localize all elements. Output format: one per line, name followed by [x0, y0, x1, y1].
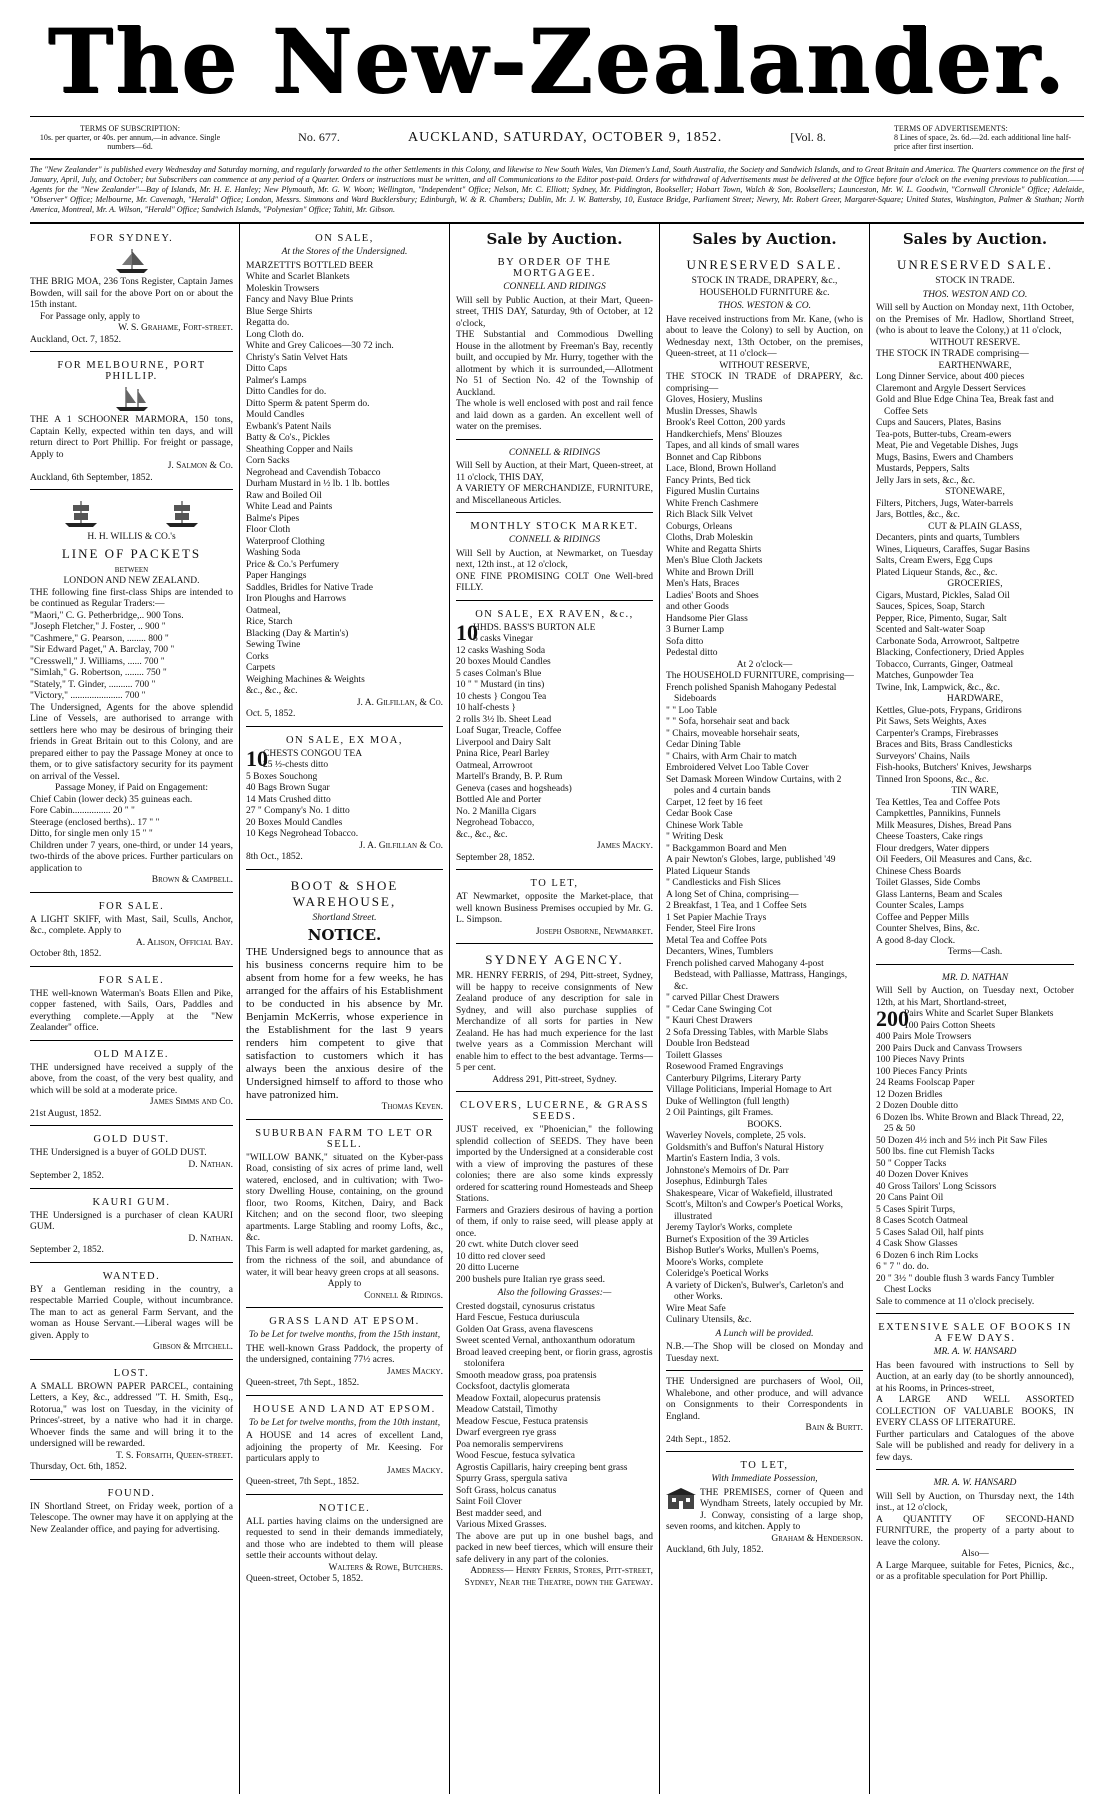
ad-boot-shoe-warehouse: BOOT & SHOE WAREHOUSE, Shortland Street. NOTICE. THE Undersigned begs to announce that as his business concerns require him to be absent from home for a few weeks, he has arranged for the affairs of his Establishment to be conducted in his absence by Mr. Benjamin McKerris, whose experience in the Establishment for the last 9 years renders him competent to give that satisfaction to customers which it has always been the anxious desire of the Undersigned himself to afford to those who have patronized him. Thomas Keven.: [246, 873, 443, 1120]
column-2: [240, 224, 450, 1794]
earthenware-list: Long Dinner Service, about 400 pieces Claremont and Argyle Dessert Services Gold and Blue Edge China Tea, Break fast and Coffee Sets Cups and Saucers, Plates, Basins Tea-pots, Butter-tubs, Cream-ewers Meat, Pie and Vegetable Dishes, Jugs Mugs, Basins, Ewers and Chambers Mustards, Peppers, Salts Jelly Jars in sets, &c., &c.: [876, 372, 1054, 486]
grass-list: Crested dogstail, cynosurus cristatus Hard Fescue, Festuca duriuscula Golden Oat Grass, avena flavescens Sweet scented Vernal, anthoxanthum odoratum Broad leaved creeping bent, or fiorin grass, agrostis stolonifera Smooth meadow grass, poa pratensis Cocksfoot, dactylis glomerata Meadow Foxtail, alopecurus pratensis Meadow Catstail, Timothy Meadow Fescue, Festuca pratensis Dwarf evergreen rye grass Poa nemoralis sempervirens Wood Fescue, festuca sylvatica Agrostis Capillaris, hairy creeping bent grass Spurry Grass, spergula sativa Soft Grass, holcus canatus Saint Foil Clover Best madder seed, and Various Mixed Grasses.: [456, 1301, 653, 1530]
stoneware-list: Filters, Pitchers, Jugs, Water-barrels Jars, Bottles, &c., &c.: [876, 498, 1014, 520]
ad-lost: LOST. A SMALL BROWN PAPER PARCEL, containing Letters, a Key, &c., addressed "T. H. Smith, Esq., Rotorua," was lost on Tuesday, in the vicinity of Princes'-street, by a native who had it in charge. Whoever finds the same and will bring it to the undersigned will be rewarded. T. S. Forsaith, Queen-street. Thursday, Oct. 6th, 1852.: [30, 1363, 233, 1480]
masthead: [30, 6, 1084, 116]
section-header-sales-by-auction: Sales by Auction.: [692, 230, 837, 248]
ad-unreserved-sale-stock: UNRESERVED SALE. STOCK IN TRADE. THOS. WESTON AND CO. Will sell by Auction on Monday next, 11th October, on the Premises of Mr. Hadlow, Shortland Street, (who is about to leave the Colony,) at 11 o'clock, WITHOUT RESERVE. THE STOCK IN TRADE comprising— EARTHENWARE, Long Dinner Service, about 400 pieces Claremont and Argyle Dessert Services Gold and Blue Edge China Tea, Break fast and Coffee Sets Cups and Saucers, Plates, Basins Tea-pots, Butter-tubs, Cream-ewers Meat, Pie and Vegetable Dishes, Jugs Mugs, Basins, Ewers and Chambers Mustards, Peppers, Salts Jelly Jars in sets, &c., &c. STONEWARE, Filters, Pitchers, Jugs, Water-barrels Jars, Bottles, &c., &c. CUT & PLAIN GLASS, Decanters, pints and quarts, Tumblers Wines, Liqueurs, Caraffes, Sugar Basins Salts, Cream Ewers, Egg Cups Plated Liqueur Stands, &c., &c. GROCERIES, Cigars, Mustard, Pickles, Salad Oil Sauces, Spices, Soap, Starch Pepper, Rice, Pimento, Sugar, Salt Scented and Salt-water Soap Carbonate Soda, Arrowroot, Saltpetre Blacking, Confectionery, Dried Apples Tobacco, Currants, Ginger, Oatmeal Matches, Gunpowder Tea Twine, Ink, Lampwick, &c., &c. HARDWARE, Kettles, Glue-pots, Frypans, Gridirons Pit Saws, Sets Weights, Axes Carpenter's Cramps, Firebrasses Braces and Bits, Brass Candlesticks Surveyors' Chains, Nails Fish-hooks, Butchers' Knives, Jewsharps Tinned Iron Spoons, &c., &c. TIN WARE, Tea Kettles, Tea and Coffee Pots Campkettles, Pannikins, Funnels Milk Measures, Dishes, Bread Pans Cheese Toasters, Cake rings Flour dredgers, Water dippers Oil Feeders, Oil Measures and Cans, &c. Chinese Chess Boards Toilet Glasses, Side Combs Glass Lanterns, Beam and Scales Counter Scales, Lamps Coffee and Pepper Mills Counter Shelves, Bins, &c. A good 8-day Clock. Terms—Cash.: [876, 252, 1074, 965]
tea-list: CHESTS CONGOU TEA 25 ½-chests ditto 5 Boxes Souchong 40 Bags Brown Sugar 14 Mats Crushed ditto 27 " Company's No. 1 ditto 20 Boxes Mould Candles 10 Kegs Negrohead Tobacco.: [246, 748, 363, 839]
ad-found: FOUND. IN Shortland Street, on Friday week, portion of a Telescope. The owner may have it on applying at the New Zealander office, and paying for advertising.: [30, 1487, 233, 1535]
blankets-list: Pairs White and Scarlet Super Blankets 100 Pairs Cotton Sheets 400 Pairs Mole Trowsers 200 Pairs Duck and Canvass Trowsers 100 Pieces Navy Prints 100 Pieces Fancy Prints 24 Reams Foolscap Paper 12 Dozen Bridles 2 Dozen Double ditto 6 Dozen lbs. White Brown and Black Thread, 22, 25 & 50 50 Dozen 4½ inch and 5½ inch Pit Saw Files 500 lbs. fine cut Flemish Tacks 50 " Copper Tacks 40 Dozen Dover Knives 40 Gross Tailors' Long Scissors 20 Cans Paint Oil 5 Cases Spirit Turps, 8 Cases Scotch Oatmeal 5 Cases Salad Oil, half pints 4 Cask Show Glasses 6 Dozen 6 inch Rim Locks 6 " 7 " do. do. 20 " 3½ " double flush 3 wards Fancy Tumbler Chest Locks: [876, 1009, 1064, 1295]
ad-for-melbourne: FOR MELBOURNE, PORT PHILLIP. THE A 1 SCHOONER MARMORA, 150 tons, Captain Kelly, expected within ten days, and will return direct to Port Phillip. For freight or passage, Apply to J. Salmon & Co. Auckland, 6th September, 1852.: [30, 355, 233, 490]
ad-for-sydney: FOR SYDNEY. THE BRIG MOA, 236 Tons Register, Captain James Bowden, will sail for the above Port on or about the 15th instant. For Passage only, apply to W. S. Grahame, Fort-street. Auckland, Oct. 7, 1852.: [30, 228, 233, 352]
ad-for-sale-skiff: FOR SALE. A LIGHT SKIFF, with Mast, Sail, Sculls, Anchor, &c., complete. Apply to A. Alison, Official Bay. October 8th, 1852.: [30, 896, 233, 967]
ad-kauri-gum: KAURI GUM. THE Undersigned is a purchaser of clean KAURI GUM. D. Nathan. September 2, 1852.: [30, 1192, 233, 1263]
ad-grass-land-epsom: GRASS LAND AT EPSOM. To be Let for twelve months, from the 15th instant, THE well-known Grass Paddock, the property of the undersigned, containing 77½ acres. James Macky. Queen-street, 7th Sept., 1852.: [246, 1311, 443, 1396]
ad-old-maize: OLD MAIZE. THE undersigned have received a supply of the above, from the coast, of the very best quality, and which will be sold at a moderate price. James Simms and Co. 21st August, 1852.: [30, 1044, 233, 1127]
column-5: [870, 224, 1080, 1794]
subscription-terms: TERMS OF SUBSCRIPTION: 10s. per quarter, or 40s. per annum,—in advance. Single numbers—6d.: [39, 124, 221, 151]
ad-to-let-premises: TO LET, With Immediate Possession, THE PREMISES, corner of Queen and Wyndham Streets, lately occupied by Mr. J. Conway, consisting of a large shop, seven rooms, and kitchen. Apply to Graham & Henderson. Auckland, 6th July, 1852.: [666, 1460, 863, 1555]
ad-wool-oil-purchasers: THE Undersigned are purchasers of Wool, Oil, Whalebone, and other produce, and will advance on Consignments to their Correspondents in England. Bain & Burtt. 24th Sept., 1852.: [666, 1374, 863, 1452]
ship-icon: [162, 499, 202, 529]
ad-notice-butchers: NOTICE. ALL parties having claims on the undersigned are requested to send in their demands immediately, and those who are indebted to them will please settle their accounts without delay. Walters & Rowe, Butchers. Queen-street, October 5, 1852.: [246, 1502, 443, 1584]
fare-list: Chief Cabin (lower deck) 35 guineas each. Fore Cabin................ 20 " " Steerage (enclosed berths).. 17 " " Ditto, for single men only 15 " ": [30, 794, 193, 839]
ad-suburban-farm: SUBURBAN FARM TO LET OR SELL. "WILLOW BANK," situated on the Kyber-pass Road, consisting of six acres of prime land, well watered, enclosed, and in cultivation; with Two-story Dwelling House, containing, on the ground floor, two Rooms, Kitchen, Dairy, and Back Kitchen; and on the second floor, two sleeping apartments. Large Stabling and roomy Lofts, &c., &c. This Farm is well adapted for market gardening, as, from the richness of the soil, and abundance of water, it will bear heavy green crops at all seasons. Apply to Connell & Ridings.: [246, 1123, 443, 1309]
ad-nathan-blankets: MR. D. NATHAN Will Sell by Auction, on Tuesday next, October 12th, at his Mart, Shortland-street, 200 Pairs White and Scarlet Super Blankets 100 Pairs Cotton Sheets 400 Pairs Mole Trowsers 200 Pairs Duck and Canvass Trowsers 100 Pieces Navy Prints 100 Pieces Fancy Prints 24 Reams Foolscap Paper 12 Dozen Bridles 2 Dozen Double ditto 6 Dozen lbs. White Brown and Black Thread, 22, 25 & 50 50 Dozen 4½ inch and 5½ inch Pit Saw Files 500 lbs. fine cut Flemish Tacks 50 " Copper Tacks 40 Dozen Dover Knives 40 Gross Tailors' Long Scissors 20 Cans Paint Oil 5 Cases Spirit Turps, 8 Cases Scotch Oatmeal 5 Cases Salad Oil, half pints 4 Cask Show Glasses 6 Dozen 6 inch Rim Locks 6 " 7 " do. do. 20 " 3½ " double flush 3 wards Fancy Tumbler Chest Locks Sale to commence at 11 o'clock precisely.: [876, 968, 1074, 1315]
ad-unreserved-sale-drapery: UNRESERVED SALE. STOCK IN TRADE, DRAPERY, &c., HOUSEHOLD FURNITURE &c. THOS. WESTON & CO. Have received instructions from Mr. Kane, (who is about to leave the Colony) to sell by Auction, on Wednesday next, 13th October, on the premises, Queen-street, at 11 o'clock— WITHOUT RESERVE, THE STOCK IN TRADE of DRAPERY, &c. comprising— Gloves, Hosiery, Muslins Muslin Dresses, Shawls Brook's Reel Cotton, 200 yards Handkerchiefs, Mens' Blouzes Tapes, and all kinds of small wares Bonnet and Cap Ribbons Lace, Blond, Brown Holland Fancy Prints, Bed tick Figured Muslin Curtains White French Cashmere Rich Black Silk Velvet Coburgs, Orleans Cloths, Drab Moleskin White and Regatta Shirts Men's Blue Cloth Jackets White and Brown Drill Men's Hats, Braces Ladies' Boots and Shoes and other Goods Handsome Pier Glass 3 Burner Lamp Sofa ditto Pedestal ditto At 2 o'clock— The HOUSEHOLD FURNITURE, comprising— French polished Spanish Mahogany Pedestal Sideboards " " Loo Table " " Sofa, horsehair seat and back " Chairs, moveable horsehair seats, Cedar Dining Table " Chairs, with Arm Chair to match Embroidered Velvet Loo Table Cover Set Damask Moreen Window Curtains, with 2 poles and 4 curtain bands Carpet, 12 feet by 16 feet Cedar Book Case Chinese Work Table " Writing Desk " Backgammon Board and Men A pair Newton's Globes, large, published '49 Plated Liqueur Stands " Candlesticks and Fish Slices A long Set of China, comprising— 2 Breakfast, 1 Tea, and 1 Coffee Sets 1 Set Papier Machie Trays Fender, Steel Fire Irons Metal Tea and Coffee Pots Decanters, Wines, Tumblers French polished carved Mahogany 4-post Bedstead, with Palliasse, Mattrass, Hangings, &c. " carved Pillar Chest Drawers " Cedar Cane Swinging Cot " Kauri Chest Drawers 2 Sofa Dressing Tables, with Marble Slabs Double Iron Bedstead Toilett Glasses Rosewood Framed Engravings Canterbury Pilgrims, Literary Party Village Politicians, Imperial Homage to Art Duke of Wellington (full length) 2 Oil Paintings, gilt Frames. BOOKS. Waverley Novels, complete, 25 vols. Goldsmith's and Buffon's Natural History Martin's Eastern India, 3 vols. Johnstone's Memoirs of Dr. Parr Josephus, Edinburgh Tales Shakespeare, Vicar of Wakefield, illustrated Scott's, Milton's and Cowper's Poetical Works, illustrated Jeremy Taylor's Works, complete Burnet's Exposition of the 39 Articles Bishop Butler's Works, Mullen's Poems, Moore's Works, complete Coleridge's Poetical Works A variety of Dicken's, Bulwer's, Carleton's and other Works. Wire Meat Safe Culinary Utensils, &c. A Lunch will be provided. N.B.—The Shop will be closed on Monday and Tuesday next.: [666, 252, 863, 1371]
hardware-list: Kettles, Glue-pots, Frypans, Gridirons Pit Saws, Sets Weights, Axes Carpenter's Cramps, Firebrasses Braces and Bits, Brass Candlesticks Surveyors' Chains, Nails Fish-hooks, Butchers' Knives, Jewsharps Tinned Iron Spoons, &c., &c.: [876, 705, 1032, 785]
ship-icon: [30, 247, 233, 275]
ad-monthly-stock-market: MONTHLY STOCK MARKET. CONNELL & RIDINGS Will Sell by Auction, at Newmarket, on Tuesday next, 12th inst., at 12 o'clock, ONE FINE PROMISING COLT One Well-bred FILLY.: [456, 516, 653, 601]
issue-number: No. 677.: [298, 130, 340, 144]
ships-illustration: [30, 499, 233, 529]
ad-books-sale: EXTENSIVE SALE OF BOOKS IN A FEW DAYS. MR. A. W. HANSARD Has been favoured with instructions to Sell by Auction, at an early day (to be shortly announced), at his Rooms, in Princes-street, A LARGE AND WELL ASSORTED COLLECTION OF VALUABLE BOOKS, IN EVERY CLASS OF LITERATURE. Further particulars and Catalogues of the above Sale will be published and ready for delivery in a few days.: [876, 1317, 1074, 1470]
ad-house-land-epsom: HOUSE AND LAND AT EPSOM. To be Let for twelve months, from the 10th instant, A HOUSE and 14 acres of excellent Land, adjoining the property of Mr. Keesing. For particulars apply to James Macky. Queen-street, 7th Sept., 1852.: [246, 1399, 443, 1495]
column-1: [30, 224, 240, 1794]
publication-notice: The "New Zealander" is published every Wednesday and Saturday morning, and regularly forwarded to the other Settlements in this Colony, and likewise to New South Wales, Van Diemen's Land, South Australia, the Society and Sandwich Islands, and to Great Britain and America. The Quarters commence on the first of January, April, July, and October; but Subscribers can commence at any period of a Quarter. Orders or instructions must be written, and all Communications to the Editor post-paid. Orders for withdrawal of Advertisements must be delivered at the Office before four o'clock on the evening previous to publication.——Agents for the "New Zealander"—Bay of Islands, Mr. H. E. Hanley; New Plymouth, Mr. G. W. Woon; Wellington, "Independent" Office; Nelson, Mr. C. Elliott; Sydney, Mr. Piddington, Bookseller; Hobart Town, Walch & Son, Booksellers; Launceston, Mr. W. L. Goodwin, "Cornwall Chronicle" Office; Adelaide, "Observer" Office; Melbourne, Mr. Cavenagh, "Herald" Office; London, Messrs. Simmons and Ward Bucklersbury; Edinburgh, W. & R. Chambers; Dublin, Mr. J. W. Battersby, 10, Eustace Bridge, Parliament Street; Newry, Mr. Robert Greer, Margaret-Square; United States, Washington, Palmer & Stathan; North America, Montreal, Mr. A. Wilson, "Herald" Office; Sandwich Islands, "Polynesian" Office; Tahiti, Mr. Gibson.: [30, 160, 1084, 224]
advertisement-terms: TERMS OF ADVERTISEMENTS: 8 Lines of space, 2s. 6d.—2d. each additional line half-price after first insertion.: [893, 124, 1072, 151]
ad-sydney-agency: SYDNEY AGENCY. MR. HENRY FERRIS, of 294, Pitt-street, Sydney, will be happy to receive consignments of New Zealand produce of any description for sale in Sydney, and will also purchase supplies of Merchandize of all sorts for parties in New Zealand. He has had much experience for the last twelve years as a Commission Merchant will enable him to effect to the best advantage. Terms—5 per cent. Address 291, Pitt-street, Sydney.: [456, 947, 653, 1092]
column-4: [660, 224, 870, 1794]
ad-grass-seeds: CLOVERS, LUCERNE, & GRASS SEEDS. JUST received, ex "Phoenician," the following splendid collection of SEEDS. They have been imported by the Undersigned at a considerable cost with a view of improving the pastures of these colonies; there are also some kinds expressly ordered for scattering round Homesteads and Sheep Stations. Farmers and Graziers desirous of having a portion of them, if only to raise seed, will please apply at once. 20 cwt. white Dutch clover seed 10 ditto red clover seed 20 ditto Lucerne 200 bushels pure Italian rye grass seed. Also the following Grasses:— Crested dogstail, cynosurus cristatus Hard Fescue, Festuca duriuscula Golden Oat Grass, avena flavescens Sweet scented Vernal, anthoxanthum odoratum Broad leaved creeping bent, or fiorin grass, agrostis stolonifera Smooth meadow grass, poa pratensis Cocksfoot, dactylis glomerata Meadow Foxtail, alopecurus pratensis Meadow Catstail, Timothy Meadow Fescue, Festuca pratensis Dwarf evergreen rye grass Poa nemoralis sempervirens Wood Fescue, festuca sylvatica Agrostis Capillaris, hairy creeping bent grass Spurry Grass, spergula sativa Soft Grass, holcus canatus Saint Foil Clover Best madder seed, and Various Mixed Grasses. The above are put up in one bushel bags, and packed in new beef tierces, which will ensure their safe delivery in any part of the colonies. Address— Henry Ferris, Stores, Pitt-street, Sydney, Near the Theatre, down the Gateway.: [456, 1100, 653, 1588]
tinware-list: Tea Kettles, Tea and Coffee Pots Campkettles, Pannikins, Funnels Milk Measures, Dishes, Bread Pans Cheese Toasters, Cake rings Flour dredgers, Water dippers Oil Feeders, Oil Measures and Cans, &c.: [876, 797, 1032, 865]
ad-on-sale-stores: ON SALE, At the Stores of the Undersigned. MARZETTI'S BOTTLED BEER White and Scarlet Blankets Moleskin Trowsers Fancy and Navy Blue Prints Blue Serge Shirts Regatta do. Long Cloth do. White and Grey Calicoes—30 72 inch. Christy's Satin Velvet Hats Ditto Caps Palmer's Lamps Ditto Candles for do. Ditto Sperm & patent Sperm do. Mould Candles Ewbank's Patent Nails Batty & Co's., Pickles Sheathing Copper and Nails Corn Sacks Negrohead and Cavendish Tobacco Durham Mustard in ½ lb. 1 lb. bottles Raw and Boiled Oil White Lead and Paints Balme's Pipes Floor Cloth Waterproof Clothing Washing Soda Price & Co.'s Perfumery Paper Hangings Saddles, Bridles for Native Trade Iron Ploughs and Harrows Oatmeal, Rice, Starch Blacking (Day & Martin's) Sewing Twine Corks Carpets Weighing Machines & Weights &c., &c., &c. J. A. Gilfillan, & Co. Oct. 5, 1852.: [246, 228, 443, 727]
misc-list: Chinese Chess Boards Toilet Glasses, Side Combs Glass Lanterns, Beam and Scales Counter Scales, Lamps Coffee and Pepper Mills Counter Shelves, Bins, &c.: [876, 866, 1003, 934]
ship-icon: [61, 499, 101, 529]
columns: [30, 224, 1084, 1794]
drapery-list: Gloves, Hosiery, Muslins Muslin Dresses, Shawls Brook's Reel Cotton, 200 yards Handkerchiefs, Mens' Blouzes Tapes, and all kinds of small wares Bonnet and Cap Ribbons Lace, Blond, Brown Holland Fancy Prints, Bed tick Figured Muslin Curtains White French Cashmere Rich Black Silk Velvet Coburgs, Orleans Cloths, Drab Moleskin White and Regatta Shirts Men's Blue Cloth Jackets White and Brown Drill Men's Hats, Braces Ladies' Boots and Shoes and other Goods Handsome Pier Glass 3 Burner Lamp Sofa ditto Pedestal ditto: [666, 395, 800, 658]
ad-to-let-newmarket: TO LET, AT Newmarket, opposite the Market-place, that well known Business Premises occupied by Mr. G. L. Simpson. Joseph Osborne, Newmarket.: [456, 873, 653, 944]
section-header-sales-by-auction-2: Sales by Auction.: [902, 230, 1048, 248]
ship-list: "Maori," C. G. Petherbridge,.. 900 Tons. "Joseph Fletcher," J. Foster, .. 900 " "Cashmere," G. Pearson, ........ 800 " "Sir Edward Paget," A. Barclay, 700 " "Cresswell," J. Williams, ...... 700 " "Simlah," G. Robertson, ........ 750 " "Stately," T. Ginder, .......... 700 " "Victory," ...................... 700 ": [30, 610, 184, 701]
ad-gold-dust: GOLD DUST. THE Undersigned is a buyer of GOLD DUST. D. Nathan. September 2, 1852.: [30, 1129, 233, 1189]
ad-on-sale-ex-moa: ON SALE, EX MOA, 10 CHESTS CONGOU TEA 25 ½-chests ditto 5 Boxes Souchong 40 Bags Brown Sugar 14 Mats Crushed ditto 27 " Company's No. 1 ditto 20 Boxes Mould Candles 10 Kegs Negrohead Tobacco. J. A. Gilfillan & Co. 8th Oct., 1852.: [246, 730, 443, 870]
building-icon: [666, 1488, 696, 1515]
section-header-sale-by-auction: Sale by Auction.: [486, 230, 623, 248]
issue-date: AUCKLAND, SATURDAY, OCTOBER 9, 1852.: [407, 129, 723, 145]
furniture-list: French polished Spanish Mahogany Pedestal Sideboards " " Loo Table " " Sofa, horsehair seat and back " Chairs, moveable horsehair seats, Cedar Dining Table " Chairs, with Arm Chair to match Embroidered Velvet Loo Table Cover Set Damask Moreen Window Curtains, with 2 poles and 4 curtain bands Carpet, 12 feet by 16 feet Cedar Book Case Chinese Work Table " Writing Desk " Backgammon Board and Men A pair Newton's Globes, large, published '49 Plated Liqueur Stands " Candlesticks and Fish Slices A long Set of China, comprising— 2 Breakfast, 1 Tea, and 1 Coffee Sets 1 Set Papier Machie Trays Fender, Steel Fire Irons Metal Tea and Coffee Pots Decanters, Wines, Tumblers French polished carved Mahogany 4-post Bedstead, with Palliasse, Mattrass, Hangings, &c. " carved Pillar Chest Drawers " Cedar Cane Swinging Cot " Kauri Chest Drawers 2 Sofa Dressing Tables, with Marble Slabs Double Iron Bedstead Toilett Glasses Rosewood Framed Engravings Canterbury Pilgrims, Literary Party Village Politicians, Imperial Homage to Art Duke of Wellington (full length) 2 Oil Paintings, gilt Frames.: [666, 682, 848, 1118]
seed-list: 20 cwt. white Dutch clover seed 10 ditto red clover seed 20 ditto Lucerne 200 bushels pure Italian rye grass seed.: [456, 1240, 606, 1285]
ad-line-of-packets: H. H. WILLIS & CO.'s LINE OF PACKETS BETWEEN LONDON AND NEW ZEALAND. THE following fine first-class Ships are intended to be continued as Regular Traders:— "Maori," C. G. Petherbridge,.. 900 Tons. "Joseph Fletcher," J. Foster, .. 900 " "Cashmere," G. Pearson, ........ 800 " "Sir Edward Paget," A. Barclay, 700 " "Cresswell," J. Williams, ...... 700 " "Simlah," G. Robertson, ........ 750 " "Stately," T. Ginder, .......... 700 " "Victory," ...................... 700 " The Undersigned, Agents for the above splendid Line of Vessels, are authorised to arrange with settlers here who may be desirous of bringing their friends in Great Britain out to this Colony, and are prepared either to pay the Passage Money at once to them, or to give satisfactory security for its payment on arrival of the Vessel. Passage Money, if Paid on Engagement: Chief Cabin (lower deck) 35 guineas each. Fore Cabin................ 20 " " Steerage (enclosed berths).. 17 " " Ditto, for single men only 15 " " Children under 7 years, one-third, or under 14 years, two-thirds of the above prices. Further particulars on application to Brown & Campbell.: [30, 493, 233, 893]
schooner-icon: [30, 385, 233, 413]
column-3: [450, 224, 660, 1794]
newspaper-title: The New-Zealander.: [47, 9, 1067, 113]
groceries-list: Cigars, Mustard, Pickles, Salad Oil Sauces, Spices, Soap, Starch Pepper, Rice, Pimento, Sugar, Salt Scented and Salt-water Soap Carbonate Soda, Arrowroot, Saltpetre Blacking, Confectionery, Dried Apples Tobacco, Currants, Ginger, Oatmeal Matches, Gunpowder Tea Twine, Ink, Lampwick, &c., &c.: [876, 590, 1024, 693]
ad-second-hand-furniture: MR. A. W. HANSARD Will Sell by Auction, on Thursday next, the 14th inst., at 12 o'clock, A QUANTITY OF SECOND-HAND FURNITURE, the property of a party about to leave the colony. Also— A Large Marquee, suitable for Fetes, Picnics, &c., or as a profitable speculation for Port Phillip.: [876, 1478, 1074, 1582]
goods-list: MARZETTI'S BOTTLED BEER White and Scarlet Blankets Moleskin Trowsers Fancy and Navy Blue Prints Blue Serge Shirts Regatta do. Long Cloth do. White and Grey Calicoes—30 72 inch. Christy's Satin Velvet Hats Ditto Caps Palmer's Lamps Ditto Candles for do. Ditto Sperm & patent Sperm do. Mould Candles Ewbank's Patent Nails Batty & Co's., Pickles Sheathing Copper and Nails Corn Sacks Negrohead and Cavendish Tobacco Durham Mustard in ½ lb. 1 lb. bottles Raw and Boiled Oil White Lead and Paints Balme's Pipes Floor Cloth Waterproof Clothing Washing Soda Price & Co.'s Perfumery Paper Hangings Saddles, Bridles for Native Trade Iron Ploughs and Harrows Oatmeal, Rice, Starch Blacking (Day & Martin's) Sewing Twine Corks Carpets Weighing Machines & Weights &c., &c., &c.: [246, 260, 394, 696]
ad-ex-raven: ON SALE, EX RAVEN, &c., 10 HHDS. BASS'S BURTON ALE 5 casks Vinegar 12 casks Washing Soda 20 boxes Mould Candles 5 cases Colman's Blue 10 " " Mustard (in tins) 10 chests } Congou Tea 10 half-chests } 2 rolls 3½ lb. Sheet Lead Loaf Sugar, Treacle, Coffee Liverpool and Dairy Salt Pnina Rice, Pearl Barley Oatmeal, Arrowroot Martell's Brandy, B. P. Rum Geneva (cases and hogsheads) Bottled Ale and Porter No. 2 Manilla Cigars Negrohead Tobacco, &c., &c., &c. James Macky. September 28, 1852.: [456, 604, 653, 871]
volume-number: [Vol. 8.: [790, 130, 826, 144]
ad-wanted: WANTED. BY a Gentleman residing in the country, a respectable Married Couple, without incumbrance. The man to act as general Farm Servant, and the woman as House Servant.—Liberal wages will be given. Apply to Gibson & Mitchell.: [30, 1266, 233, 1360]
books-list: Waverley Novels, complete, 25 vols. Goldsmith's and Buffon's Natural History Martin's Eastern India, 3 vols. Johnstone's Memoirs of Dr. Parr Josephus, Edinburgh Tales Shakespeare, Vicar of Wakefield, illustrated Scott's, Milton's and Cowper's Poetical Works, illustrated Jeremy Taylor's Works, complete Burnet's Exposition of the 39 Articles Bishop Butler's Works, Mullen's Poems, Moore's Works, complete Coleridge's Poetical Works A variety of Dicken's, Bulwer's, Carleton's and other Works. Wire Meat Safe Culinary Utensils, &c.: [666, 1131, 844, 1325]
ad-mortgagee-sale: BY ORDER OF THE MORTGAGEE. CONNELL AND RIDINGS Will sell by Public Auction, at their Mart, Queen-street, THIS DAY, Saturday, 9th of October, at 12 o'clock, THE Substantial and Commodious Dwelling House in the allotment by Freeman's Bay, recently built, and occupied by Mr. Hurry, together with the allotment by which it is surrounded,—Allotment No 51 of Section No. 42 of the Township of Auckland. The whole is well enclosed with post and rail fence and laid down as a garden. An excellent well of water on the premises.: [456, 252, 653, 440]
glass-list: Decanters, pints and quarts, Tumblers Wines, Liqueurs, Caraffes, Sugar Basins Salts, Cream Ewers, Egg Cups Plated Liqueur Stands, &c., &c.: [876, 533, 1030, 578]
ad-merchandize-sale: CONNELL & RIDINGS Will Sell by Auction, at their Mart, Queen-street, at 11 o'clock, THIS DAY, A VARIETY OF MERCHANDIZE, FURNITURE, and Miscellaneous Articles.: [456, 443, 653, 514]
ad-for-sale-boats: FOR SALE. THE well-known Waterman's Boats Ellen and Pike, copper fastened, with Sails, Oars, Paddles and everything complete.—Apply at the "New Zealander" office.: [30, 970, 233, 1041]
ale-list: HHDS. BASS'S BURTON ALE 5 casks Vinegar 12 casks Washing Soda 20 boxes Mould Candles 5 cases Colman's Blue 10 " " Mustard (in tins) 10 chests } Congou Tea 10 half-chests } 2 rolls 3½ lb. Sheet Lead Loaf Sugar, Treacle, Coffee Liverpool and Dairy Salt Pnina Rice, Pearl Barley Oatmeal, Arrowroot Martell's Brandy, B. P. Rum Geneva (cases and hogsheads) Bottled Ale and Porter No. 2 Manilla Cigars Negrohead Tobacco, &c., &c., &c.: [456, 622, 596, 840]
dateline: [30, 116, 1084, 160]
